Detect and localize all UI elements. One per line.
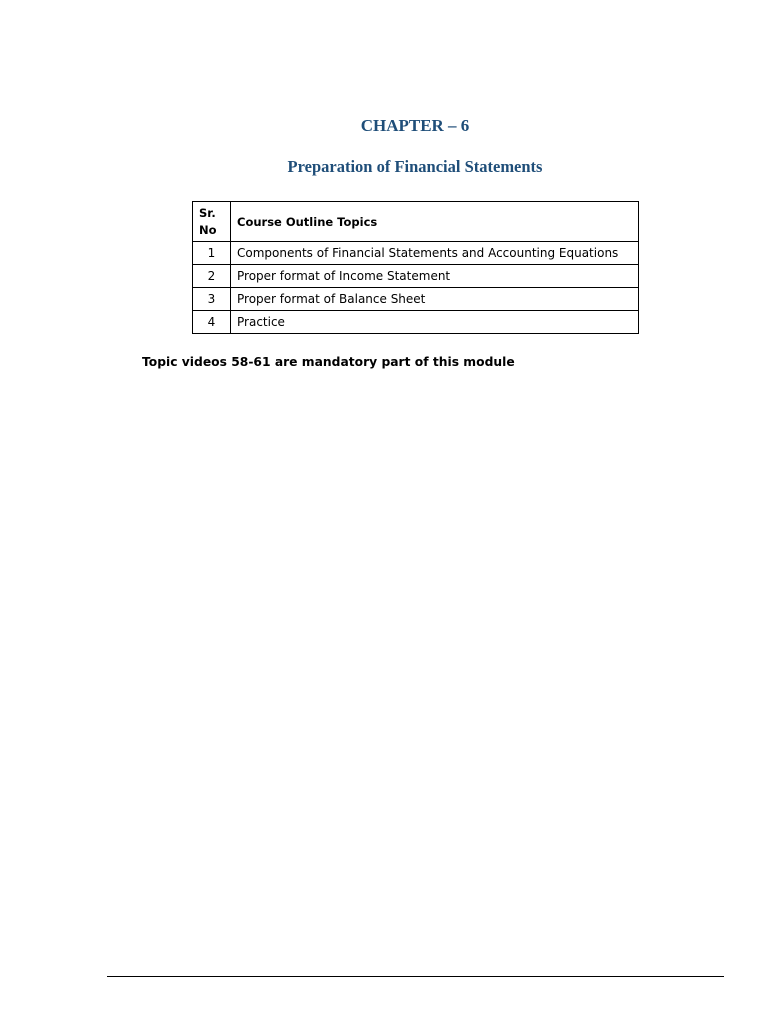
table-row: [193, 311, 639, 334]
chapter-heading: CHAPTER – 6: [360, 116, 470, 135]
topics-header: Course Outline Topics: [231, 202, 639, 242]
footer-divider: [107, 976, 724, 977]
sr-no-header: [193, 202, 231, 242]
table-row: [193, 242, 639, 265]
row-topic: Proper format of Income Statement: [231, 265, 639, 288]
row-sr-no: 4: [193, 311, 231, 334]
mandatory-videos-note: Topic videos 58-61 are mandatory part of this module: [142, 355, 515, 369]
sr-no-header-line1: Sr.: [199, 205, 216, 220]
chapter-title: Preparation of Financial Statements: [287, 157, 543, 176]
row-sr-no: 3: [193, 288, 231, 311]
row-topic: Components of Financial Statements and Accounting Equations: [231, 242, 639, 265]
table-header-row: [193, 202, 639, 242]
course-outline-table: [192, 201, 639, 334]
table-row: [193, 265, 639, 288]
sr-no-header-line2: No: [199, 222, 217, 237]
row-sr-no: 1: [193, 242, 231, 265]
row-topic: Practice: [231, 311, 639, 334]
table-row: [193, 288, 639, 311]
row-sr-no: 2: [193, 265, 231, 288]
row-topic: Proper format of Balance Sheet: [231, 288, 639, 311]
